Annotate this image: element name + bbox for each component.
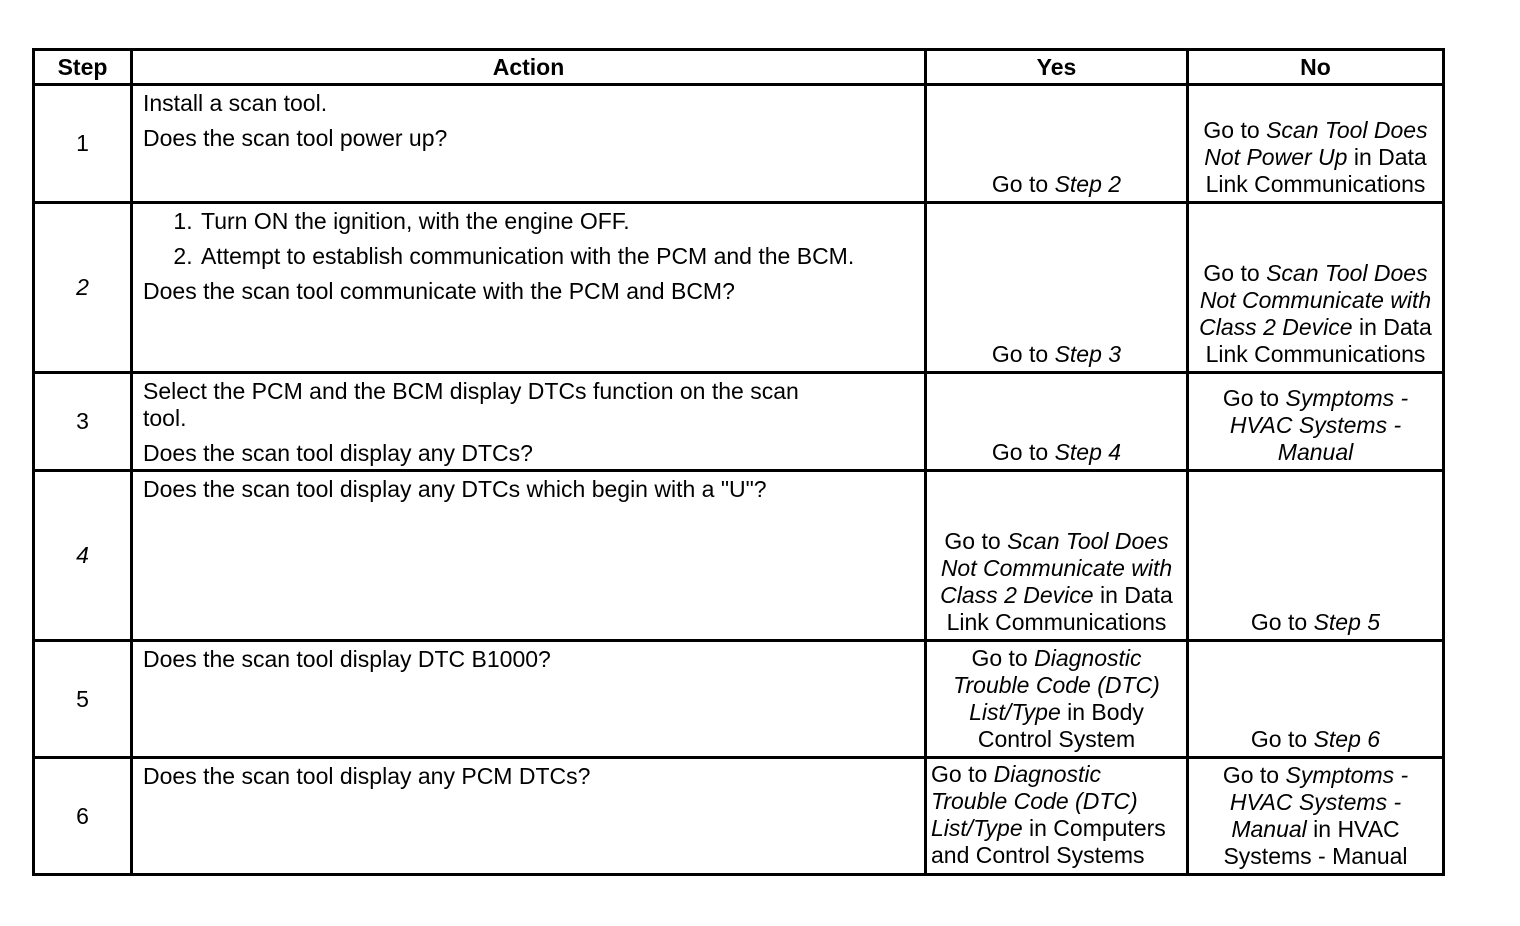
action-cell <box>132 641 926 758</box>
no-cell <box>1188 641 1444 758</box>
step-number: 1 <box>34 85 132 203</box>
yes-prefix: Go to <box>971 645 1035 671</box>
table-row <box>34 373 1444 471</box>
no-prefix: Go to <box>1250 609 1314 635</box>
action-header: Action <box>132 50 926 85</box>
action-cell <box>132 203 926 373</box>
yes-reference: Step 3 <box>1054 341 1122 367</box>
action-question: Does the scan tool communicate with the PCM and BCM? <box>143 278 735 304</box>
table-row <box>34 85 1444 203</box>
step-header: Step <box>34 50 132 85</box>
no-reference: Step 5 <box>1313 609 1381 635</box>
action-cell <box>132 758 926 875</box>
yes-cell <box>926 85 1188 203</box>
no-prefix: Go to <box>1250 726 1314 752</box>
no-prefix: Go to <box>1222 762 1286 788</box>
no-reference: Symptoms - HVAC Systems - Manual <box>1229 385 1409 465</box>
action-question: Does the scan tool power up? <box>143 125 448 151</box>
no-reference: Symptoms - HVAC Systems - Manual <box>1229 762 1409 842</box>
action-step-item: 2. Attempt to establish communication with the PCM and the BCM. <box>199 243 914 270</box>
yes-suffix: in Body Control System <box>977 699 1144 752</box>
yes-suffix: in Data Link Communications <box>946 582 1173 635</box>
header-row <box>34 50 1444 85</box>
yes-cell <box>926 758 1188 875</box>
yes-reference: Step 2 <box>1054 171 1122 197</box>
no-cell <box>1188 758 1444 875</box>
yes-cell <box>926 641 1188 758</box>
no-header: No <box>1188 50 1444 85</box>
action-cell <box>132 471 926 641</box>
no-cell <box>1188 373 1444 471</box>
no-suffix: in HVAC Systems - Manual <box>1223 816 1408 869</box>
yes-reference: Scan Tool Does Not Communicate with Class 2 Device <box>940 528 1173 608</box>
no-suffix: in Data Link Communications <box>1205 314 1432 367</box>
action-line: Install a scan tool. <box>143 90 328 116</box>
action-line: Select the PCM and the BCM display DTCs function on the scan tool. <box>143 378 799 431</box>
yes-cell <box>926 203 1188 373</box>
yes-reference: Diagnostic Trouble Code (DTC) List/Type <box>931 761 1138 841</box>
no-prefix: Go to <box>1222 385 1286 411</box>
action-cell <box>132 373 926 471</box>
yes-cell <box>926 373 1188 471</box>
action-question: Does the scan tool display any PCM DTCs? <box>143 763 591 789</box>
yes-suffix: in Computers and Control Systems <box>931 815 1166 868</box>
no-cell <box>1188 471 1444 641</box>
yes-reference: Diagnostic Trouble Code (DTC) List/Type <box>953 645 1160 725</box>
table-row <box>34 471 1444 641</box>
action-question: Does the scan tool display any DTCs which begin with a "U"? <box>143 476 767 502</box>
no-cell <box>1188 203 1444 373</box>
yes-prefix: Go to <box>944 528 1008 554</box>
yes-cell <box>926 471 1188 641</box>
yes-header: Yes <box>926 50 1188 85</box>
step-number: 2 <box>34 203 132 373</box>
step-number: 6 <box>34 758 132 875</box>
yes-prefix: Go to <box>991 171 1055 197</box>
no-prefix: Go to <box>1203 260 1267 286</box>
step-number: 4 <box>34 471 132 641</box>
table-row <box>34 641 1444 758</box>
no-reference: Scan Tool Does Not Power Up <box>1204 117 1428 170</box>
diagnostic-table <box>32 48 1445 876</box>
no-reference: Scan Tool Does Not Communicate with Class 2 Device <box>1199 260 1432 340</box>
action-question: Does the scan tool display any DTCs? <box>143 440 533 466</box>
action-steps-list <box>143 208 914 270</box>
yes-prefix: Go to <box>991 341 1055 367</box>
action-step-item: 1. Turn ON the ignition, with the engine OFF. <box>199 208 914 235</box>
no-reference: Step 6 <box>1313 726 1381 752</box>
action-cell <box>132 85 926 203</box>
no-suffix: in Data Link Communications <box>1205 144 1427 197</box>
step-number: 5 <box>34 641 132 758</box>
table-row <box>34 758 1444 875</box>
yes-reference: Step 4 <box>1054 439 1122 465</box>
yes-prefix: Go to <box>931 761 994 787</box>
no-cell <box>1188 85 1444 203</box>
table-row <box>34 203 1444 373</box>
yes-prefix: Go to <box>991 439 1055 465</box>
no-prefix: Go to <box>1203 117 1267 143</box>
step-number: 3 <box>34 373 132 471</box>
action-question: Does the scan tool display DTC B1000? <box>143 646 551 672</box>
